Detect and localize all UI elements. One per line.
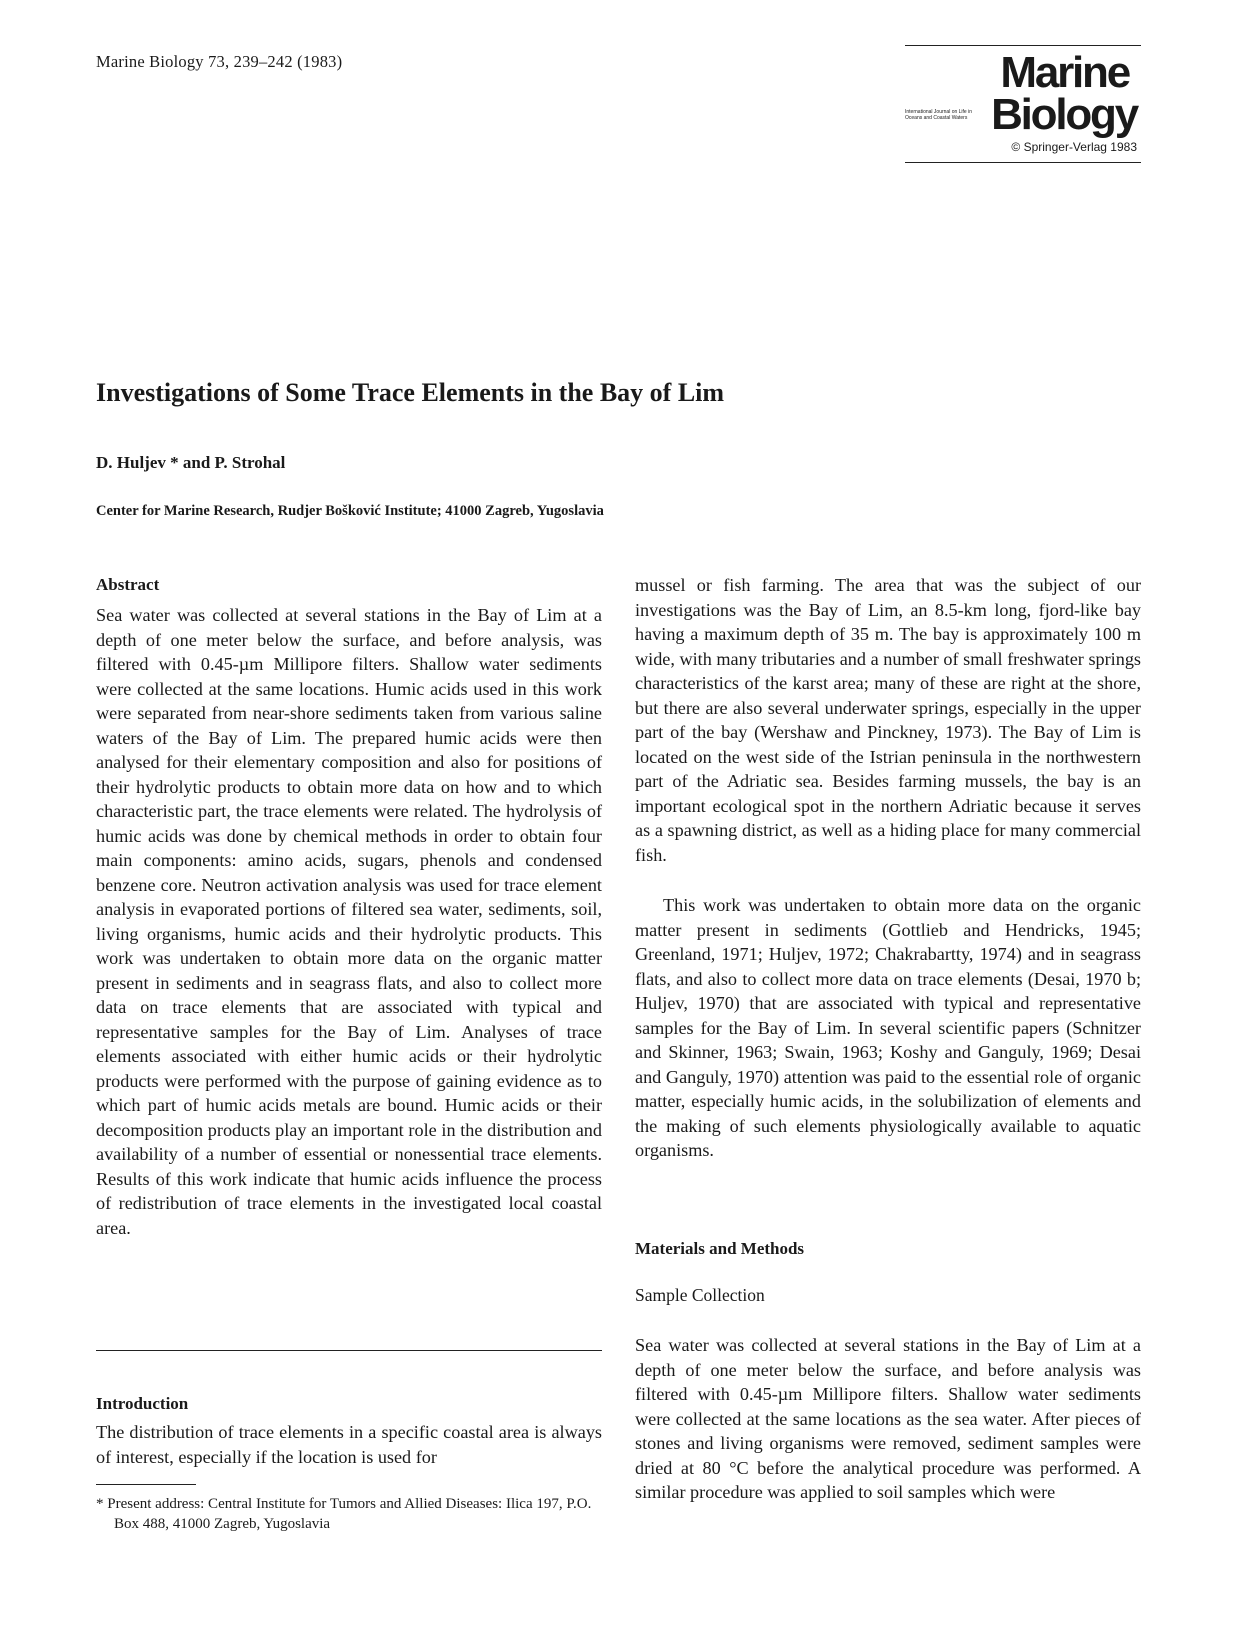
introduction-paragraph-continued: mussel or fish farming. The area that was the subject of our investigations was the Bay of Lim, an 8.5-km long, fjord-like bay having a maximum depth of 35 m. The bay is approximately 100 m wide, with many tributaries and a number of small freshwater springs characteristics of the karst area; many of these are right at the shore, but there are also several underwater springs, especially in the upper part of the bay (Wershaw and Pinckney, 1973). The Bay of Lim is located on the west side of the Istrian peninsula in the northwestern part of the Adriatic sea. Besides farming mussels, the bay is an important ecological spot in the northern Adriatic because it serves as a spawning district, as well as a hiding place for many commercial fish. xyxy=(635,575,1141,865)
logo-bottom-rule xyxy=(905,162,1141,163)
introduction-second-paragraph xyxy=(635,893,1141,1163)
sample-collection-heading: Sample Collection xyxy=(635,1285,765,1305)
logo-tagline: International Journal on Life in Oceans and Coastal Waters xyxy=(905,109,972,121)
introduction-body-start xyxy=(96,1420,602,1469)
logo-copyright: © Springer-Verlag 1983 xyxy=(1011,140,1137,154)
introduction-heading: Introduction xyxy=(96,1394,189,1413)
methods-text: Sea water was collected at several stations in the Bay of Lim at a depth of one meter below the surface, and before analysis was filtered with 0.45-µm Millipore filters. Shallow water sediments were collected at the same locations as the sea water. After pieces of stones and living organisms were removed, sediment samples were dried at 80 °C before the analytical procedure was performed. A similar procedure was applied to soil samples which were xyxy=(635,1335,1141,1502)
footnote-divider xyxy=(96,1484,196,1485)
paper-title: Investigations of Some Trace Elements in the Bay of Lim xyxy=(96,378,725,407)
abstract-divider xyxy=(96,1350,602,1351)
abstract-text: Sea water was collected at several stations in the Bay of Lim at a depth of one meter below the surface, and before analysis, was filtered with 0.45-µm Millipore filters. Shallow water sediments were collected at the same locations. Humic acids used in this work were separated from near-shore sediments taken from various saline waters of the Bay of Lim. The prepared humic acids were then analysed for their elementary composition and also for positions of their hydrolytic products to obtain more data on how and to which characteristic part, the trace elements were related. The hydrolysis of humic acids was done by chemical methods in order to obtain four main components: amino acids, sugars, phenols and condensed benzene core. Neutron activation analysis was used for trace element analysis in evaporated portions of filtered sea water, sediments, soil, living organisms, humic acids and their hydrolytic products. This work was undertaken to obtain more data on the organic matter present in sediments and in seagrass flats, and also to collect more data on trace elements that are associated with typical and representative samples for the Bay of Lim. Analyses of trace elements associated with either humic acids or their hydrolytic products were performed with the purpose of gaining evidence as to which part of humic acids metals are bound. Humic acids or their decomposition products play an important role in the distribution and availability of a number of essential or nonessential trace elements. Results of this work indicate that humic acids influence the process of redistribution of trace elements in the investigated local coastal area. xyxy=(96,605,602,1238)
footnote-text: * Present address: Central Institute for Tumors and Allied Diseases: Ilica 197, P.O. Box 488, 41000 Zagreb, Yugoslavia xyxy=(96,1496,592,1532)
introduction-continued xyxy=(635,573,1141,867)
authors: D. Huljev * and P. Strohal xyxy=(96,453,286,472)
logo-word-marine: Marine xyxy=(1000,48,1129,97)
introduction-paragraph-2: This work was undertaken to obtain more data on the organic matter present in sediments (Gottlieb and Hendricks, 1945; Greenland, 1971; Huljev, 1972; Chakrabartty, 1974) and in seagrass flats, and also to collect more data on trace elements (Desai, 1970 b; Huljev, 1970) that are associated with typical and representative samples for the Bay of Lim. In several scientific papers (Schnitzer and Skinner, 1963; Swain, 1963; Koshy and Ganguly, 1969; Desai and Ganguly, 1970) attention was paid to the essential role of organic matter, especially humic acids, in the solubilization of elements and the making of such elements physiologically available to aquatic organisms. xyxy=(635,895,1141,1160)
methods-body xyxy=(635,1333,1141,1505)
introduction-paragraph-start: The distribution of trace elements in a specific coastal area is always of interest, especially if the location is used for xyxy=(96,1422,602,1467)
affiliation: Center for Marine Research, Rudjer Bošković Institute; 41000 Zagreb, Yugoslavia xyxy=(96,503,604,519)
abstract-heading: Abstract xyxy=(96,575,160,594)
journal-logo xyxy=(905,45,1141,163)
logo-word-biology: Biology xyxy=(991,90,1137,139)
journal-citation: Marine Biology 73, 239–242 (1983) xyxy=(96,52,343,71)
logo-top-rule xyxy=(905,45,1141,46)
footnote xyxy=(96,1494,602,1534)
abstract-body xyxy=(96,603,602,1240)
methods-heading: Materials and Methods xyxy=(635,1239,805,1258)
